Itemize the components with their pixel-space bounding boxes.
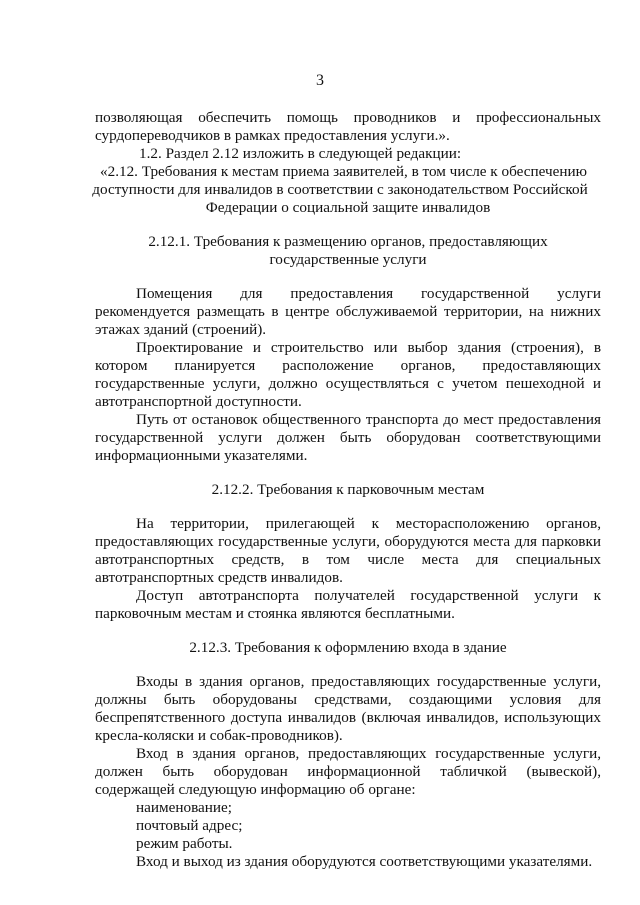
text-line: Помещения для предоставления государственной услуги <box>136 285 601 302</box>
text-line: доступности для инвалидов в соответствии с законодательством Российской <box>92 181 588 198</box>
text-line: Доступ автотранспорта получателей государственной услуги к <box>136 587 601 604</box>
page-number: 3 <box>316 72 324 89</box>
text-line: Проектирование и строительство или выбор здания (строения), в <box>136 339 601 356</box>
text-line: должен быть оборудован информационной табличкой (вывеской), <box>95 763 601 780</box>
text-line: беспрепятственного доступа инвалидов (включая инвалидов, использующих <box>95 709 601 726</box>
text-line: сурдопереводчиков в рамках предоставления услуги.». <box>95 127 450 144</box>
section-heading: 2.12.2. Требования к парковочным местам <box>211 481 485 498</box>
text-line: почтовый адрес; <box>136 817 243 834</box>
text-line: автотранспортной доступности. <box>95 393 302 410</box>
text-line: парковочным местам и стоянка являются бесплатными. <box>95 605 455 622</box>
text-line: государственной услуги должен быть оборудован соответствующими <box>95 429 601 446</box>
text-line: этажах зданий (строений). <box>95 321 267 338</box>
text-line: режим работы. <box>136 835 233 852</box>
section-heading: государственные услуги <box>269 251 427 268</box>
text-line: На территории, прилегающей к месторасположению органов, <box>136 515 601 532</box>
text-line: предоставляющих государственные услуги, оборудуются места для парковки <box>95 533 601 550</box>
text-line: автотранспортных средств, в том числе места для специальных <box>95 551 601 568</box>
text-line: Вход в здания органов, предоставляющих государственные услуги, <box>136 745 601 762</box>
text-line: автотранспортных средств инвалидов. <box>95 569 343 586</box>
text-line: Вход и выход из здания оборудуются соответствующими указателями. <box>136 853 593 870</box>
text-line: кресла-коляски и собак-проводников). <box>95 727 343 744</box>
section-heading: 2.12.1. Требования к размещению органов, предоставляющих <box>148 233 548 250</box>
text-line: наименование; <box>136 799 232 816</box>
text-line: содержащей следующую информацию об органе: <box>95 781 416 798</box>
text-line: государственные услуги, должно осуществляться с учетом пешеходной и <box>95 375 601 392</box>
text-line: Федерации о социальной защите инвалидов <box>205 199 491 216</box>
text-line: Входы в здания органов, предоставляющих государственные услуги, <box>136 673 601 690</box>
text-line: позволяющая обеспечить помощь проводников и профессиональных <box>95 109 601 126</box>
text-line: «2.12. Требования к местам приема заявителей, в том числе к обеспечению <box>100 163 587 180</box>
text-line: должны быть оборудованы средствами, создающими условия для <box>95 691 601 708</box>
text-line: котором планируется расположение органов, предоставляющих <box>95 357 601 374</box>
text-line: Путь от остановок общественного транспорта до мест предоставления <box>136 411 601 428</box>
section-heading: 2.12.3. Требования к оформлению входа в здание <box>189 639 507 656</box>
text-line: 1.2. Раздел 2.12 изложить в следующей редакции: <box>139 145 462 162</box>
text-line: рекомендуется размещать в центре обслуживаемой территории, на нижних <box>95 303 601 320</box>
text-line: информационными указателями. <box>95 447 308 464</box>
